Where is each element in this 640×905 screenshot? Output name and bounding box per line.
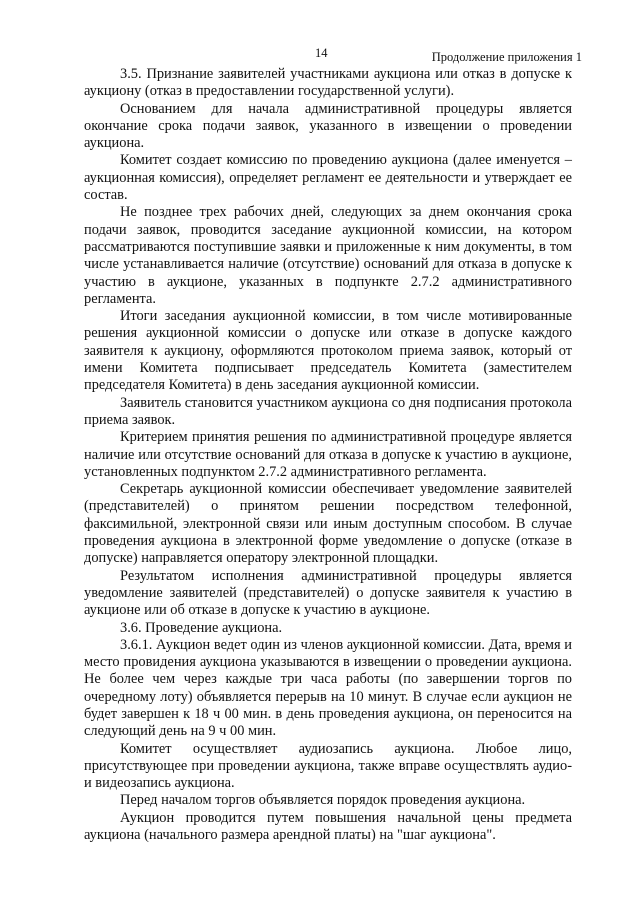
- paragraph-basis: Основанием для начала административной процедуры является окончание срока подачи заявок, указанного в извещении о проведении аукциона.: [84, 100, 572, 152]
- paragraph-procedure: Перед началом торгов объявляется порядок проведения аукциона.: [120, 792, 526, 809]
- paragraph-commission: Комитет создает комиссию по проведению аукциона (далее именуется – аукционная комиссия), определяет регламент ее деятельности и утверждает ее состав.: [84, 152, 572, 204]
- page-number: 14: [315, 46, 328, 60]
- paragraph-notification: Секретарь аукционной комиссии обеспечивает уведомление заявителей (представителей) о принятом решении посредством телефонной, факсимильной, электронной связи или иным доступным способом. В случае проведения аукциона в электронной форме уведомление о допуске (отказе в допуске) направляется оператору электронной площадки.: [84, 481, 572, 567]
- paragraph-outcome: Результатом исполнения административной процедуры является уведомление заявителей (представителей) о допуске заявителя к участию в аукционе или об отказе в допуске к участию в аукционе.: [84, 567, 572, 619]
- paragraph-participant: Заявитель становится участником аукциона со дня подписания протокола приема заявок.: [84, 394, 572, 428]
- paragraph-results: Итоги заседания аукционной комиссии, в том числе мотивированные решения аукционной комиссии о допуске или отказе в допуске каждого заявителя к аукциону, оформляются протоколом приема заявок, который от имени Комитета подписывает председатель Комитета (заместителем председателя Комитета) в день заседания аукционной комиссии.: [84, 308, 572, 394]
- document-body: [84, 66, 572, 844]
- paragraph-3-6-1: 3.6.1. Аукцион ведет один из членов аукционной комиссии. Дата, время и место провидения аукциона указываются в извещении о проведении аукциона. Не более чем через каждые три часа работы (по завершении торгов по очередному лоту) объявляется перерыв на 10 минут. В случае если аукцион не будет завершен к 18 ч 00 мин. в день проведения аукциона, он переносится на следующий день на 9 ч 00 мин.: [84, 636, 572, 740]
- paragraph-3-6-heading: 3.6. Проведение аукциона.: [120, 619, 283, 636]
- paragraph-meeting: Не позднее трех рабочих дней, следующих за днем окончания срока подачи заявок, проводится заседание аукционной комиссии, на котором рассматриваются поступившие заявки и приложенные к ним документы, в том числе устанавливается наличие (отсутствие) оснований для отказа в допуске к участию в аукционе, указанных в подпункте 2.7.2 административного регламента.: [84, 204, 572, 307]
- continuation-label: Продолжение приложения 1: [431, 50, 582, 64]
- paragraph-recording: Комитет осуществляет аудиозапись аукциона. Любое лицо, присутствующее при проведении аукциона, также вправе осуществлять аудио- и видеозапись аукциона.: [84, 740, 572, 792]
- paragraph-bidding: Аукцион проводится путем повышения начальной цены предмета аукциона (начального размера арендной платы) на "шаг аукциона".: [84, 809, 572, 844]
- paragraph-3-5-heading: 3.5. Признание заявителей участниками аукциона или отказ в допуске к аукциону (отказ в предоставлении государственной услуги).: [84, 66, 572, 100]
- paragraph-criterion: Критерием принятия решения по административной процедуре является наличие или отсутствие оснований для отказа в допуске к участию в аукционе, установленных подпунктом 2.7.2 административного регламента.: [84, 429, 572, 480]
